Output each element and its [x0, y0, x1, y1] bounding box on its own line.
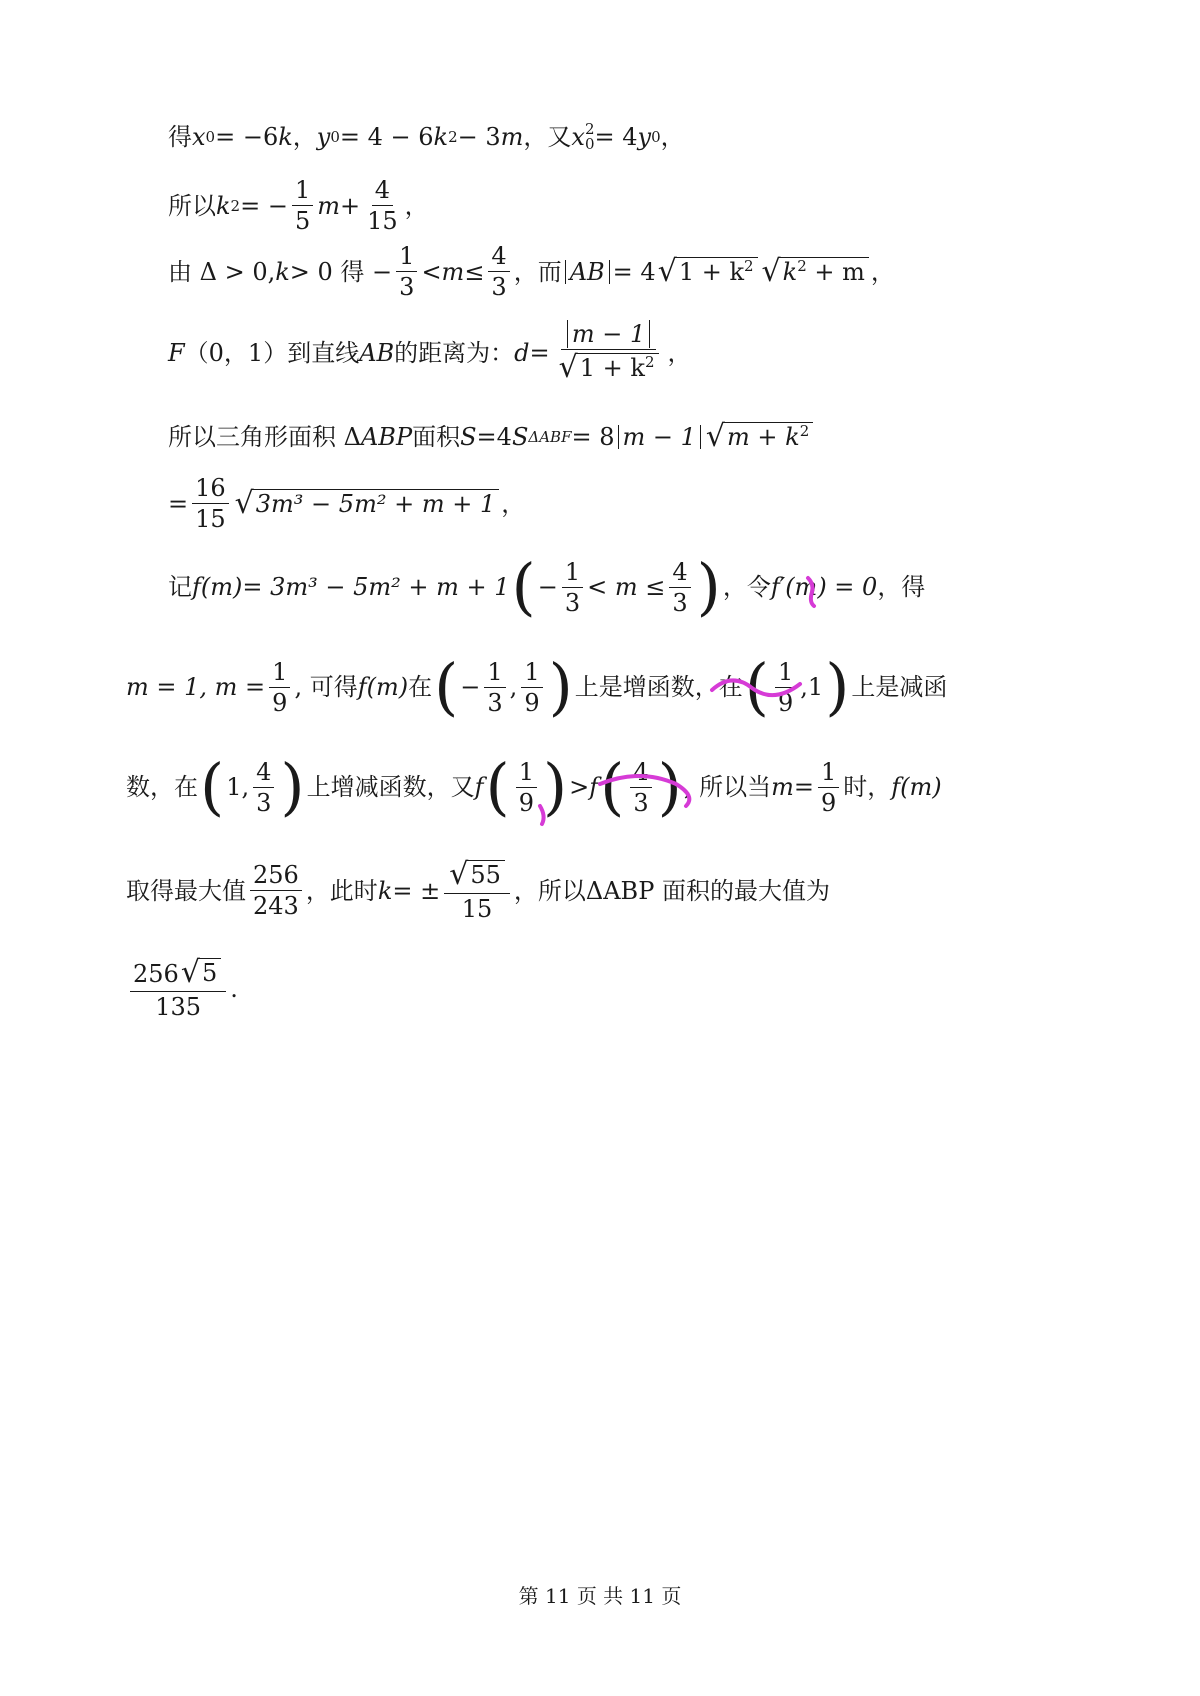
numerator: 4	[630, 760, 651, 788]
left-paren: (	[511, 550, 536, 623]
text: 在	[408, 673, 433, 701]
denominator: 9	[272, 688, 288, 717]
var-S: S	[460, 423, 477, 451]
denominator: 3	[399, 273, 415, 301]
arg: (m)	[900, 773, 942, 801]
expr: +	[340, 191, 361, 220]
expr: = 4	[594, 123, 638, 151]
expr: < m ≤	[587, 573, 666, 601]
radicand: 3m³ − 5m² + m + 1	[253, 489, 499, 519]
sqrt: √ 5	[181, 958, 221, 988]
var-m: m	[441, 257, 465, 286]
denominator: 9	[524, 688, 540, 717]
text: ，所以ΔABP 面积的最大值为	[513, 876, 830, 905]
denominator: 3	[564, 588, 581, 617]
radicand: 5	[199, 958, 221, 988]
line-1: 得 x 0 = −6 k ， y 0 = 4 − 6 k 2 − 3 m ，又 x 2 0 = 4 y 0 ，	[168, 120, 685, 153]
text: 得	[168, 123, 192, 151]
text: ，得	[877, 573, 926, 601]
numerator: 1	[516, 760, 537, 788]
left-paren: (	[485, 750, 510, 823]
mark-stroke	[808, 578, 814, 606]
expr: −	[460, 673, 481, 701]
sup: 2	[799, 422, 810, 440]
text: , 所以当	[683, 773, 772, 801]
mark-stroke	[712, 680, 800, 695]
sqrt: √ $m + k^2$	[706, 422, 813, 452]
mark-stroke	[540, 806, 544, 824]
right-paren: )	[280, 750, 305, 823]
sep: ，	[870, 257, 895, 286]
denominator: 243	[253, 892, 299, 920]
expr: = 8	[571, 423, 615, 451]
sep: ，	[404, 191, 429, 220]
var-m: m	[771, 773, 794, 801]
mark-stroke	[600, 776, 689, 806]
var-k: k	[433, 123, 449, 151]
numerator: 1	[818, 760, 839, 788]
page-footer: 第 11 页 共 11 页	[518, 1584, 682, 1608]
expr: f′(m) = 0	[770, 573, 878, 601]
denominator: 3	[672, 588, 688, 617]
radicand: 55	[467, 860, 505, 890]
expr: =	[793, 773, 814, 801]
text: 时，	[843, 773, 892, 801]
var-y: y	[637, 123, 652, 151]
var-k: k	[275, 257, 290, 286]
text: 所以	[168, 191, 216, 220]
expr: = 4	[612, 257, 656, 286]
expr: =4	[476, 423, 512, 451]
var-S: S	[511, 423, 529, 451]
numerator: 1	[484, 660, 505, 688]
right-paren: )	[696, 550, 721, 623]
radicand: 1 + k	[678, 257, 744, 286]
expr: m = 1, m =	[126, 673, 266, 701]
abs-m: m − 1	[618, 425, 701, 449]
radicand: + m	[806, 257, 865, 286]
sqrt: √ 3m³ − 5m² + m + 1	[235, 489, 500, 519]
expr: = −	[240, 191, 288, 220]
expr: 1,	[226, 773, 250, 801]
text: 由 Δ > 0,	[168, 257, 276, 286]
var-y: y	[316, 123, 331, 151]
sup: 2	[644, 353, 655, 371]
abs-ab: AB	[565, 260, 610, 284]
left-paren: (	[744, 650, 769, 723]
numerator: 1	[775, 660, 796, 688]
var-k: k	[278, 123, 293, 151]
right-paren: )	[548, 650, 573, 723]
numerator: 256	[250, 863, 302, 891]
var-x: x	[192, 123, 206, 151]
denominator: 3	[491, 273, 507, 301]
sqrt: √ $1 + k^2$	[559, 353, 659, 383]
numerator: 4	[372, 178, 393, 206]
text: 的距离为：	[394, 338, 515, 367]
numerator: 16	[192, 476, 229, 504]
right-paren: )	[825, 650, 850, 723]
denominator: 3	[633, 788, 649, 817]
sep: .	[230, 974, 238, 1003]
text: 上是增函数，在	[574, 673, 743, 701]
expr: =	[168, 489, 189, 518]
expr: = ±	[392, 876, 441, 905]
text: , 可得	[294, 673, 358, 701]
arg: (m)	[366, 673, 409, 701]
line-5: 所以三角形面积 Δ ABP 面积 S =4 S ΔABF = 8 m − 1 √ $m + k^2$	[168, 422, 815, 452]
numerator: 4	[253, 760, 274, 788]
expr: = 3m³ − 5m² + m + 1	[242, 573, 510, 601]
text: （0，1）到直线	[184, 338, 360, 367]
expr: <	[421, 257, 442, 286]
sep: ，又	[523, 123, 572, 151]
sup: 2	[797, 256, 807, 275]
var-F: F	[168, 338, 185, 367]
right-paren: )	[657, 750, 682, 823]
text: 面积	[412, 423, 461, 451]
var-f: f	[192, 573, 201, 601]
expr: ,	[509, 673, 518, 701]
text: 上是减函	[851, 673, 948, 701]
text: ，此时	[305, 876, 378, 905]
left-paren: (	[600, 750, 625, 823]
var-f: f	[589, 773, 599, 801]
denominator: 135	[155, 993, 202, 1021]
expr: =	[529, 338, 550, 367]
expr: −	[537, 573, 558, 601]
left-paren: (	[434, 650, 459, 723]
text: 上增减函数，又	[306, 773, 475, 801]
denominator: 3	[256, 788, 272, 817]
var-f: f	[474, 773, 484, 801]
numerator: 1	[292, 178, 313, 206]
expr: ≤	[464, 257, 485, 286]
numerator: 4	[669, 560, 690, 588]
text: ，而	[513, 257, 562, 286]
var-m: m	[317, 191, 340, 220]
denominator: 9	[518, 788, 534, 817]
radicand: 1 + k	[579, 354, 645, 382]
var-ab: AB	[359, 338, 395, 367]
denominator: 9	[778, 688, 794, 717]
abs-m: m − 1	[567, 320, 650, 348]
sqrt: √ $k^2 + m$	[762, 257, 869, 287]
var-abp: ABP	[360, 423, 413, 451]
numerator-value: 256	[133, 960, 179, 988]
var-f: f	[891, 773, 901, 801]
sep: ，	[501, 489, 526, 518]
sep: ，	[660, 123, 685, 151]
var-k: k	[216, 191, 231, 220]
var-m: m	[500, 123, 524, 151]
sep: ，	[667, 338, 692, 367]
sep: ，	[292, 123, 317, 151]
denominator: 15	[461, 895, 493, 923]
sup: 2	[584, 120, 595, 138]
expr: = 4 − 6	[339, 123, 434, 151]
var-k: k	[377, 876, 393, 905]
denominator: 15	[367, 207, 398, 235]
line-2: 所以 k 2 = − $\frac{1}{5}$ m + $\frac{4}{15}$ ，	[168, 176, 429, 235]
text: 数，在	[126, 773, 198, 801]
text: 所以三角形面积 Δ	[168, 423, 361, 451]
numerator: 1	[396, 244, 417, 272]
denominator: 5	[294, 207, 311, 235]
denominator: 15	[195, 505, 226, 533]
expr: >	[569, 773, 590, 801]
numerator: 1	[562, 560, 583, 588]
right-paren: )	[542, 750, 568, 823]
expr: − 3	[457, 123, 501, 151]
radicand: k	[782, 257, 798, 286]
text: 取得最大值	[126, 876, 246, 905]
var-f: f	[357, 673, 367, 701]
denominator: 9	[821, 788, 837, 817]
numerator: 1	[521, 660, 542, 688]
expr: > 0 得 −	[289, 257, 393, 286]
text: ，令	[722, 573, 771, 601]
sub: 0	[584, 135, 595, 153]
sup: 2	[744, 256, 754, 275]
numerator: 1	[269, 660, 290, 688]
radicand: m + k	[727, 423, 800, 451]
sqrt: √ 55	[449, 860, 505, 890]
expr: ,1	[800, 673, 824, 701]
text: 记	[168, 573, 192, 601]
var-x: x	[571, 123, 585, 151]
numerator: 4	[488, 244, 509, 272]
denominator: 3	[487, 688, 503, 717]
expr: = −6	[215, 123, 279, 151]
var-d: d	[514, 338, 530, 367]
arg: (m)	[200, 573, 243, 601]
sqrt: √ $1 + k^2$	[658, 257, 758, 287]
left-paren: (	[200, 750, 225, 823]
